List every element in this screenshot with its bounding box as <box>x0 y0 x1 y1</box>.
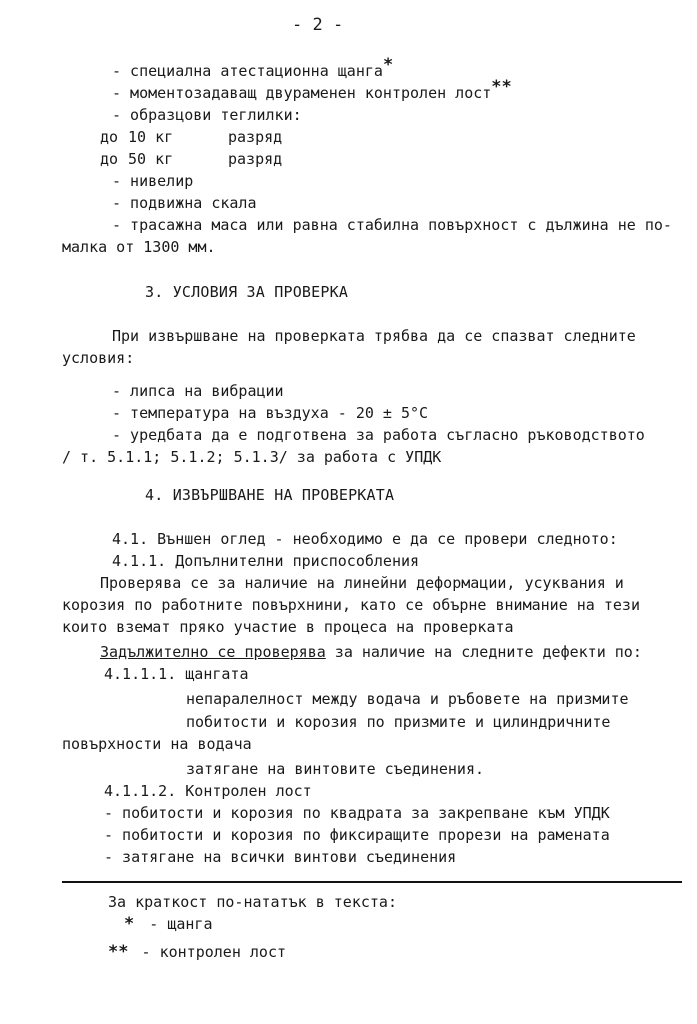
defect-3: затягане на винтовите съединения. <box>186 760 485 778</box>
paragraph-1-line-1: Проверява се за наличие на линейни деформации, усуквания и <box>100 574 624 592</box>
condition-3-line-1: - уредбата да е подготвена за работа съгласно ръководството <box>112 426 645 444</box>
subsection-4-1-1-2: 4.1.1.2. Контролен лост <box>104 782 312 800</box>
defect-1: непаралелност между водача и ръбовете на призмите <box>186 690 629 708</box>
paragraph-2-rest: за наличие на следните дефекти по: <box>325 643 642 661</box>
subsection-4-1-1: 4.1.1. Допълнителни приспособления <box>112 552 420 570</box>
section-3-intro-line-2: условия: <box>62 349 135 367</box>
weight-1-value: 10 кг <box>128 128 174 146</box>
asterisk-mark: * <box>382 55 394 75</box>
equipment-item-1-text: - специална атестационна щанга <box>112 62 383 80</box>
equipment-item-6-line-2: малка от 1300 мм. <box>62 238 216 256</box>
footnote-entry-2 <box>108 943 286 961</box>
paragraph-1-line-3: които вземат пряко участие в процеса на проверката <box>62 618 514 636</box>
equipment-item-1 <box>112 55 394 80</box>
footnote-asterisk-mark: * <box>124 914 135 934</box>
equipment-item-5: - подвижна скала <box>112 194 257 212</box>
paragraph-1-line-2: корозия по работните повърхнини, като се обърне внимание на тези <box>62 596 640 614</box>
weight-row-2 <box>100 150 283 168</box>
condition-1: - липса на вибрации <box>112 382 284 400</box>
footnote-divider <box>62 881 682 883</box>
footnote-entry-2-text: - контролен лост <box>141 943 287 961</box>
paragraph-2-underlined: Задължително се проверява <box>100 643 326 661</box>
footnote-entry-1 <box>124 915 213 933</box>
defect-2-line-2: повърхности на водача <box>62 735 252 753</box>
weight-1-prefix: до <box>100 128 119 146</box>
equipment-item-3: - образцови теглилки: <box>112 106 302 124</box>
subsection-4-1: 4.1. Външен оглед - необходимо е да се провери следното: <box>112 530 618 548</box>
lever-check-2: - побитости и корозия по фиксиращите прорези на рамената <box>104 826 610 844</box>
double-asterisk-mark: ** <box>491 77 512 97</box>
footnote-intro: За краткост по-нататък в текста: <box>108 893 397 911</box>
weight-2-suffix: разряд <box>228 150 283 168</box>
weight-2-prefix: до <box>100 150 119 168</box>
footnote-entry-1-text: - щанга <box>149 915 213 933</box>
weight-1-suffix: разряд <box>228 128 283 146</box>
equipment-item-2-text: - моментозадаващ двураменен контролен лост <box>112 84 492 102</box>
section-4-heading: 4. ИЗВЪРШВАНЕ НА ПРОВЕРКАТА <box>145 486 395 504</box>
paragraph-2 <box>100 643 642 661</box>
condition-2: - температура на въздуха - 20 ± 5°С <box>112 404 429 422</box>
equipment-item-2 <box>112 77 512 102</box>
section-3-intro-line-1: При извършване на проверката трябва да се спазват следните <box>112 327 636 345</box>
page-number: - 2 - <box>292 15 344 35</box>
footnote-double-asterisk-mark: ** <box>108 942 129 962</box>
lever-check-3: - затягане на всички винтови съединения <box>104 848 457 866</box>
weight-row-1 <box>100 128 283 146</box>
section-3-heading: 3. УСЛОВИЯ ЗА ПРОВЕРКА <box>145 283 349 301</box>
weight-2-value: 50 кг <box>128 150 174 168</box>
subsection-4-1-1-1: 4.1.1.1. щангата <box>104 665 249 683</box>
equipment-item-6-line-1: - трасажна маса или равна стабилна повърхност с дължина не по- <box>112 216 672 234</box>
condition-3-line-2: / т. 5.1.1; 5.1.2; 5.1.3/ за работа с УПДК <box>62 448 442 466</box>
defect-2-line-1: побитости и корозия по призмите и цилиндричните <box>186 713 611 731</box>
equipment-item-4: - нивелир <box>112 172 194 190</box>
lever-check-1: - побитости и корозия по квадрата за закрепване към УПДК <box>104 804 610 822</box>
